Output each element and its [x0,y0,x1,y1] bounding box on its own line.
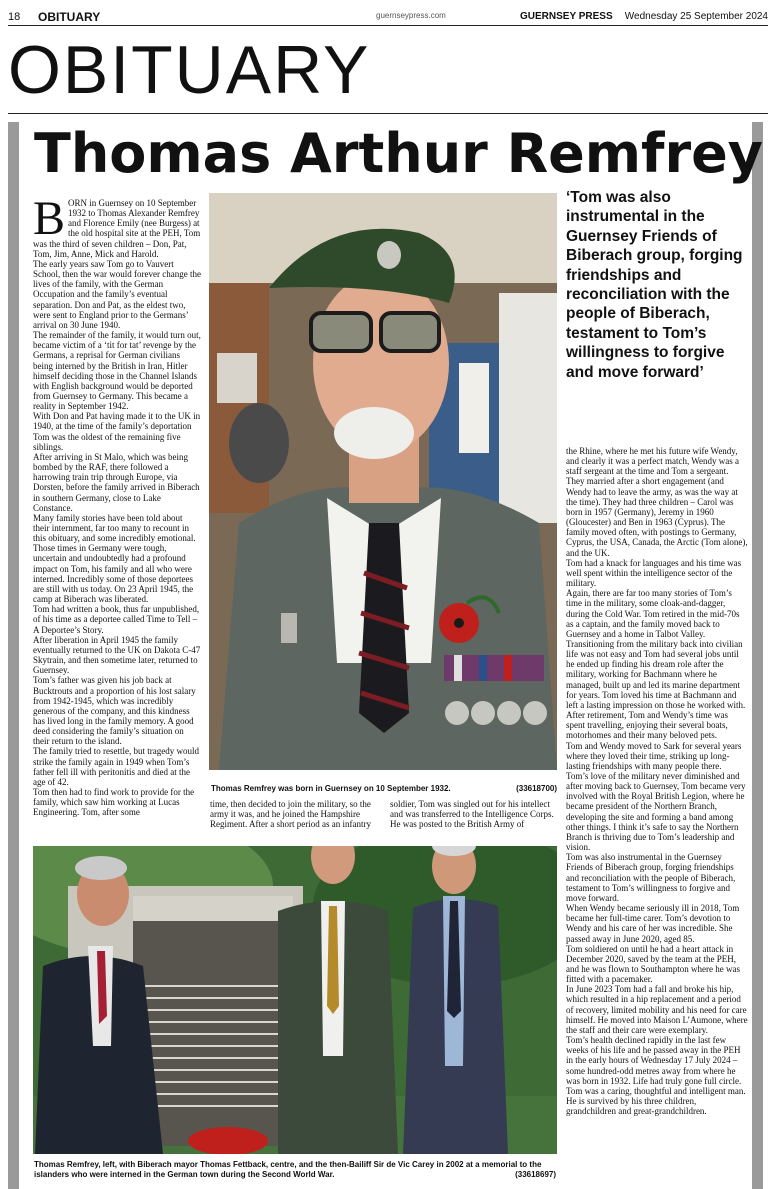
paragraph: Tom was a caring, thoughtful and intelligent man. He is survived by his three children, grandchildren and great-grandchildren. [566,1085,746,1117]
paragraph: Tom had written a book, thus far unpublished, of his time as a deportee called Time to Tell – A Deportee’s Story. [33,604,200,635]
paragraph: Again, there are far too many stories of Tom’s time in the military, some cloak-and-dagger, during the Cold War. Tom retired in the mid-70s as a captain, and the family moved back to Guernsey and a home in Talbot Valley. [566,588,740,639]
paragraph: Tom had a knack for languages and his time was well spent within the intelligence sector of the military. [566,557,742,589]
paragraph: Tom’s love of the military never diminished and after moving back to Guernsey, Tom became very involved with the Royal British Legion, where he became president of the Northern Branch, developing the site and forming a band among other things. I think it’s safe to say the Northern Branch is thriving due to Tom’s leadership and vision. [566,771,746,853]
memorial-photo [33,846,557,1154]
paragraph: With Don and Pat having made it to the UK in 1940, at the time of the family’s deportation Tom was the oldest of the remaining five siblings. [33,411,201,452]
paragraph: The family tried to resettle, but tragedy would strike the family again in 1949 when Tom’s father fell ill with peritonitis and died at the age of 42. [33,746,199,787]
paragraph: Transitioning from the military back into civilian life was not easy and Tom had several jobs until he ended up finding his dream role after the military, working for Bachmann where he managed, built up and led its marine department for years. Tom loved his time at Bachmann and left a lasting impression on those he worked with. [566,638,746,710]
article-column-1 [33,198,201,836]
memorial-illustration [33,846,557,1154]
paragraph: Tom was also instrumental in the Guernsey Friends of Biberach group, forging friendships and reconciliation with the people of Biberach, testament to Tom’s willingness to forgive and move forward. [566,852,736,903]
paragraph: soldier, Tom was singled out for his intellect and was transferred to the Intelligence Corps. He was posted to the British Army of [390,799,554,830]
paragraph: Many family stories have been told about their internment, far too many to recount in this obituary, and some incredibly emotional. [33,512,196,544]
paragraph: After retirement, Tom and Wendy’s time was spent travelling, enjoying their several boats, motorhomes and their many beloved pets. [566,710,729,741]
memorial-caption [34,1160,556,1180]
frame-right-bar [752,122,763,1189]
section-title: OBITUARY [8,32,371,108]
header-date: Wednesday 25 September 2024 [624,11,768,22]
lead-text: ORN in Guernsey on 10 September 1932 to Thomas Alexander Remfrey and Florence Emily (nee Burgess) at the old hospital site at the PEH, Tom was the third of seven children – Don, Pat, Tom, Jim, Anne, Mick and Harold. [33,198,201,259]
paragraph: They married after a short engagement (and Wendy had to leave the army, as was the way at the time). They had three children – Carol was born in 1957 (Germany), Jeremy in 1960 (Gloucester) and Ben in 1963 (Cyprus). The family moved often, with postings to Germany, Cyprus, the USA, Canada, the Arctic (Tom alone), and the UK. [566,476,748,558]
paragraph: The early years saw Tom go to Vauvert School, then the war would forever change the lives of the family, with the German Occupation and the family’s eventual separation. Don and Pat, as the eldest two, were sent to England prior to the Germans’ arrival on 30 June 1940. [33,258,201,330]
portrait-photo [209,193,557,770]
pull-quote: ‘Tom was also instrumental in the Guernsey Friends of Biberach group, forging friendships and reconciliation with the people of Biberach, testament to Tom’s willingness to forgive and move forward’ [566,189,743,381]
paragraph: Tom soldiered on until he had a heart attack in December 2020, saved by the team at the PEH, and he was flown to Southampton where he was fitted with a pacemaker. [566,943,740,985]
paragraph: After arriving in St Malo, which was being bombed by the RAF, there followed a harrowing train trip through Europe, via Dorsten, before the family arrived in Biberach in southern Germany, close to Lake Constance. [33,451,200,513]
lead-paragraph [33,198,201,259]
headline: Thomas Arthur Remfrey [34,122,763,185]
portrait-caption [211,784,557,793]
section-rule [8,113,768,114]
paragraph: Tom’s health declined rapidly in the last few weeks of his life and he passed away in the PEH in the early hours of Wednesday 17 July 2024 – some hundred-odd metres away from where he was born in 1932. Life had truly gone full circle. [566,1035,742,1086]
drop-cap: B [33,198,66,245]
paragraph: the Rhine, where he met his future wife Wendy, and clearly it was a perfect match, Wendy was a staff sergeant at the time and Tom a sergeant. [566,446,740,477]
frame-left-bar [8,122,19,1189]
page-number: 18 [8,11,21,23]
paragraph: Those times in Germany were tough, uncertain and undoubtedly had a profound impact on Tom, his family and all who were interned. Incredibly some of those deportees are still with us today. On 23 April 1945, the camp at Biberach was liberated. [33,543,194,605]
article-column-4 [566,446,748,1182]
paragraph: In June 2023 Tom had a fall and broke his hip, which resulted in a hip replacement and a period of recovery, limited mobility and his need for care himself. He moved into Maison L’Aumone, where the staff and their care were exemplary. [566,984,748,1035]
paragraph: time, then decided to join the military, so the army it was, and he joined the Hampshire Regiment. After a short period as an infantry [210,799,371,830]
paragraph: The remainder of the family, it would turn out, became victim of a ‘tit for tat’ revenge by the Germans, a reprisal for German civilians being interned by the British in Iran, Hitler himself deciding those in the Channel Islands with English background would be deported from Guernsey to Germany. This became a reality in September 1942. [33,330,201,412]
paragraph: Tom’s father was given his job back at Bucktrouts and a proportion of his lost salary from 1942-1945, which was incredibly generous of the company, and this kindness has lived long in the family memory. A good deed considering the family’s situation on their return to the island. [33,675,196,747]
memorial-photo-ref: (33618697) [515,1170,556,1179]
header-url: guernseypress.com [376,11,446,20]
paragraph: After liberation in April 1945 the family eventually returned to the UK on Dakota C-47 Skytrain, and then sometime later, returned to Guernsey. [33,634,201,676]
article-column-2 [210,799,388,839]
portrait-caption-text: Thomas Remfrey was born in Guernsey on 10 September 1932. [211,784,451,793]
memorial-caption-text: Thomas Remfrey, left, with Biberach mayor Thomas Fettback, centre, and the then-Bailiff Sir de Vic Carey in 2002 at a memorial to the islanders who were interned in the German town during the Second World War. [34,1160,542,1179]
portrait-photo-ref: (33618700) [516,784,557,793]
paragraph: Tom and Wendy moved to Sark for several years where they loved their time, striking up long-lasting friendships with many people there. [566,740,742,771]
article-column-3 [390,799,558,839]
portrait-illustration [209,193,557,770]
page-header [8,10,768,26]
header-section-name: OBITUARY [38,10,101,24]
paragraph: Tom then had to find work to provide for the family, which saw him working at Lucas Engineering. Tom, after some [33,787,195,818]
header-paper-name: GUERNSEY PRESS [520,11,613,22]
paragraph: When Wendy became seriously ill in 2018, Tom became her full-time carer. Tom’s devotion to Wendy and his care of her was incredible. She passed away in June 2020, aged 85. [566,903,740,944]
